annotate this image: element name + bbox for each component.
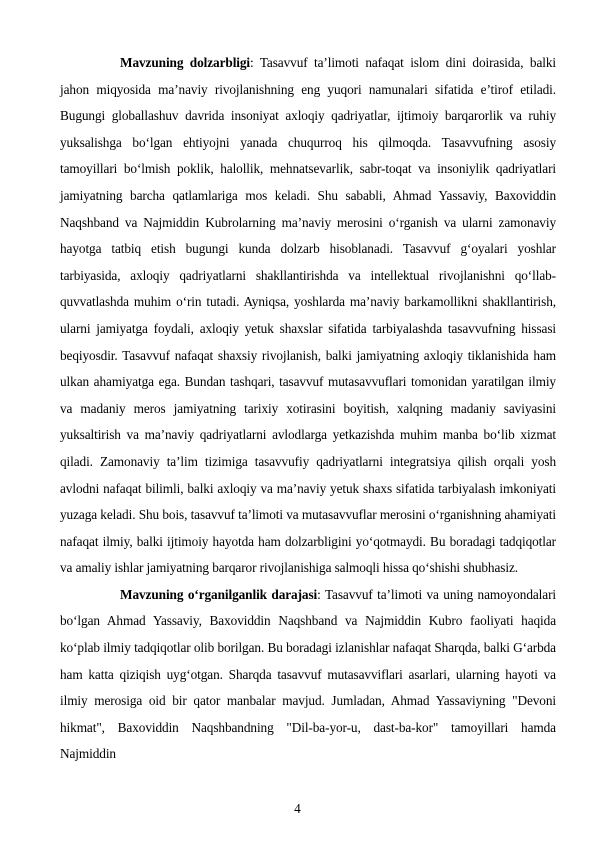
heading-relevance: Mavzuning dolzarbligi — [120, 55, 251, 70]
paragraph-study-level — [60, 582, 556, 768]
paragraph-relevance — [60, 50, 556, 582]
page-number: 4 — [294, 801, 301, 816]
paragraph-relevance-text: : Tasavvuf ta’limoti nafaqat islom dini doirasida, balki jahon miqyosida ma’naviy rivojlanishning eng yuqori namunalari sifatida e’tirof etiladi. Bugungi globallashuv davrida insoniyat axloqiy qadriyatlar, ijtimoiy barqarorlik va ruhiy yuksalishga bo‘lgan ehtiyojni yanada chuqurroq his qilmoqda. Tasavvufning asosiy tamoyillari bo‘lmish poklik, halollik, mehnatsevarlik, sabr-toqat va insoniylik qadriyatlari jamiyatning barcha qatlamlariga mos keladi. Shu sababli, Ahmad Yassaviy, Baxoviddin Naqshband va Najmiddin Kubrolarning ma’naviy merosini o‘rganish va ularni zamonaviy hayotga tatbiq etish bugungi kunda dolzarb hisoblanadi. Tasavvuf g‘oyalari yoshlar tarbiyasida, axloqiy qadriyatlarni shakllantirishda va intellektual rivojlanishni qo‘llab-quvvatlashda muhim o‘rin tutadi. Ayniqsa, yoshlarda ma’naviy barkamollikni shakllantirish, ularni jamiyatga foydali, axloqiy yetuk shaxslar sifatida tarbiyalashda tasavvufning hissasi beqiyosdir. Tasavvuf nafaqat shaxsiy rivojlanish, balki jamiyatning axloqiy tiklanishida ham ulkan ahamiyatga ega. Bundan tashqari, tasavvuf mutasavvuflari tomonidan yaratilgan ilmiy va madaniy meros jamiyatning tarixiy xotirasini boyitish, xalqning madaniy saviyasini yuksaltirish va ma’naviy qadriyatlarni avlodlarga yetkazishda muhim manba bo‘lib xizmat qiladi. Zamonaviy ta’lim tizimiga tasavvufiy qadriyatlarni integratsiya qilish orqali yosh avlodni nafaqat bilimli, balki axloqiy va ma’naviy yetuk shaxs sifatida tarbiyalash imkoniyati yuzaga keladi. Shu bois, tasavvuf ta’limoti va mutasavvuflar merosini o‘rganishning ahamiyati nafaqat ilmiy, balki ijtimoiy hayotda ham dolzarbligini yo‘qotmaydi. Bu boradagi tadqiqotlar va amaliy ishlar jamiyatning barqaror rivojlanishiga salmoqli hissa qo‘shishi shubhasiz. — [60, 55, 556, 576]
heading-study-level: Mavzuning o‘rganilganlik darajasi — [120, 586, 318, 602]
document-page — [60, 50, 556, 768]
paragraph-study-level-text: : Tasavvuf ta’limoti va uning namoyondalari bo‘lgan Ahmad Yassaviy, Baxoviddin Naqshband va Najmiddin Kubro faoliyati haqida ko‘plab ilmiy tadqiqotlar olib borilgan. Bu boradagi izlanishlar nafaqat Sharqda, balki G‘arbda ham katta qiziqish uyg‘otgan. Sharqda tasavvuf mutasavviflari asarlari, ularning hayoti va ilmiy merosiga oid bir qator manbalar mavjud. Jumladan, Ahmad Yassaviyning "Devoni hikmat", Baxoviddin Naqshbandning "Dil-ba-yor-u, dast-ba-kor" tamoyillari hamda Najmiddin — [60, 586, 556, 762]
